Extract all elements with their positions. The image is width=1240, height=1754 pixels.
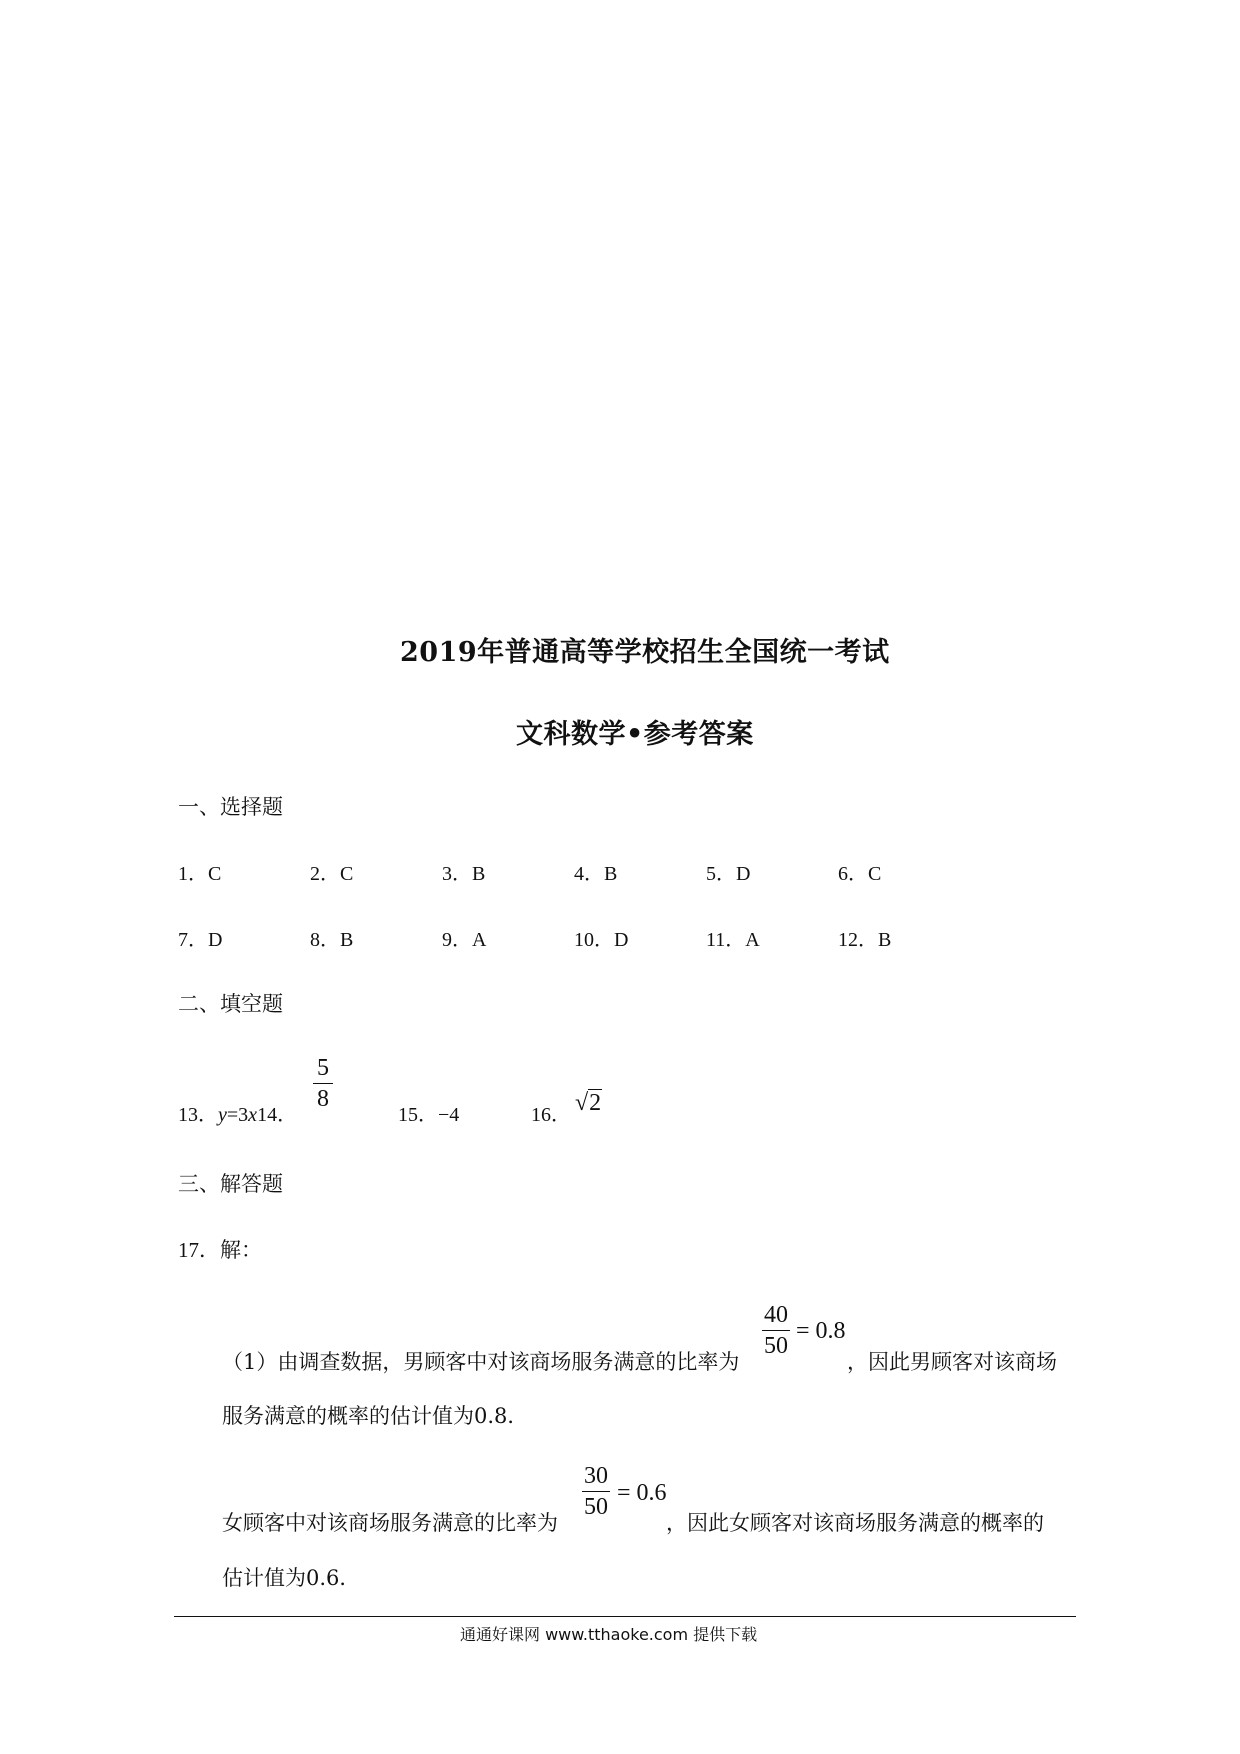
p1-result: = 0.8	[796, 1318, 846, 1344]
answer-item: 12．B	[838, 929, 892, 951]
answer-14-label: 14．	[257, 1104, 298, 1126]
answer-item: 5．D	[706, 863, 751, 885]
answer-14-fraction	[313, 1054, 333, 1113]
answer-item: 9．A	[442, 929, 487, 951]
answer-item: 1．C	[178, 863, 222, 885]
p1-line2: 服务满意的概率的估计值为0.8．	[222, 1404, 529, 1428]
answer-13-label: 13．	[178, 1104, 218, 1126]
answer-item: 6．C	[838, 863, 882, 885]
answer-16-label: 16．	[531, 1104, 571, 1126]
p1-after: ，因此男顾客对该商场	[847, 1350, 1057, 1374]
footer-text: 通通好课网 www.tthaoke.com 提供下载	[460, 1625, 758, 1644]
answer-item: 3．B	[442, 863, 486, 885]
fraction-denominator: 50	[584, 1494, 608, 1520]
answer-15: 15．−4	[398, 1104, 460, 1126]
fraction-numerator: 30	[584, 1463, 608, 1489]
p2-fraction	[582, 1462, 610, 1521]
p2-after: ，因此女顾客对该商场服务满意的概率的	[666, 1511, 1044, 1535]
fraction-numerator: 5	[317, 1055, 329, 1081]
question-17-label: 17．解：	[178, 1238, 262, 1262]
answer-item: 8．B	[310, 929, 354, 951]
answer-16-sqrt	[575, 1090, 602, 1117]
answer-13-var-y: y	[218, 1104, 227, 1126]
answer-13-var-x: x	[248, 1104, 258, 1126]
page-subtitle: 文科数学•参考答案	[516, 719, 754, 750]
p1-text: （1）由调查数据，男顾客中对该商场服务满意的比率为	[222, 1350, 740, 1374]
p2-result: = 0.6	[617, 1480, 667, 1506]
fraction-denominator: 50	[764, 1333, 788, 1359]
fraction-bar	[762, 1330, 790, 1331]
answer-item: 11．A	[706, 929, 760, 951]
section-heading-choice: 一、选择题	[178, 795, 283, 819]
footer-divider	[174, 1616, 1076, 1617]
fraction-bar	[582, 1491, 610, 1492]
sqrt-icon: √	[575, 1090, 589, 1116]
answer-item: 2．C	[310, 863, 354, 885]
answer-item: 10．D	[574, 929, 629, 951]
section-heading-fill: 二、填空题	[178, 992, 283, 1016]
sqrt-argument: 2	[589, 1090, 602, 1116]
p2-line2: 估计值为0.6．	[222, 1566, 361, 1590]
answer-13-eq: =3	[226, 1104, 249, 1126]
p2-text: 女顾客中对该商场服务满意的比率为	[222, 1511, 558, 1535]
section-heading-solution: 三、解答题	[178, 1172, 283, 1196]
fraction-bar	[313, 1083, 333, 1084]
fraction-numerator: 40	[764, 1302, 788, 1328]
answer-13	[178, 1098, 297, 1127]
page-title: 2019年普通高等学校招生全国统一考试	[400, 637, 890, 668]
answer-item: 7．D	[178, 929, 223, 951]
answer-item: 4．B	[574, 863, 618, 885]
p1-fraction	[762, 1301, 790, 1360]
fraction-denominator: 8	[317, 1086, 329, 1112]
